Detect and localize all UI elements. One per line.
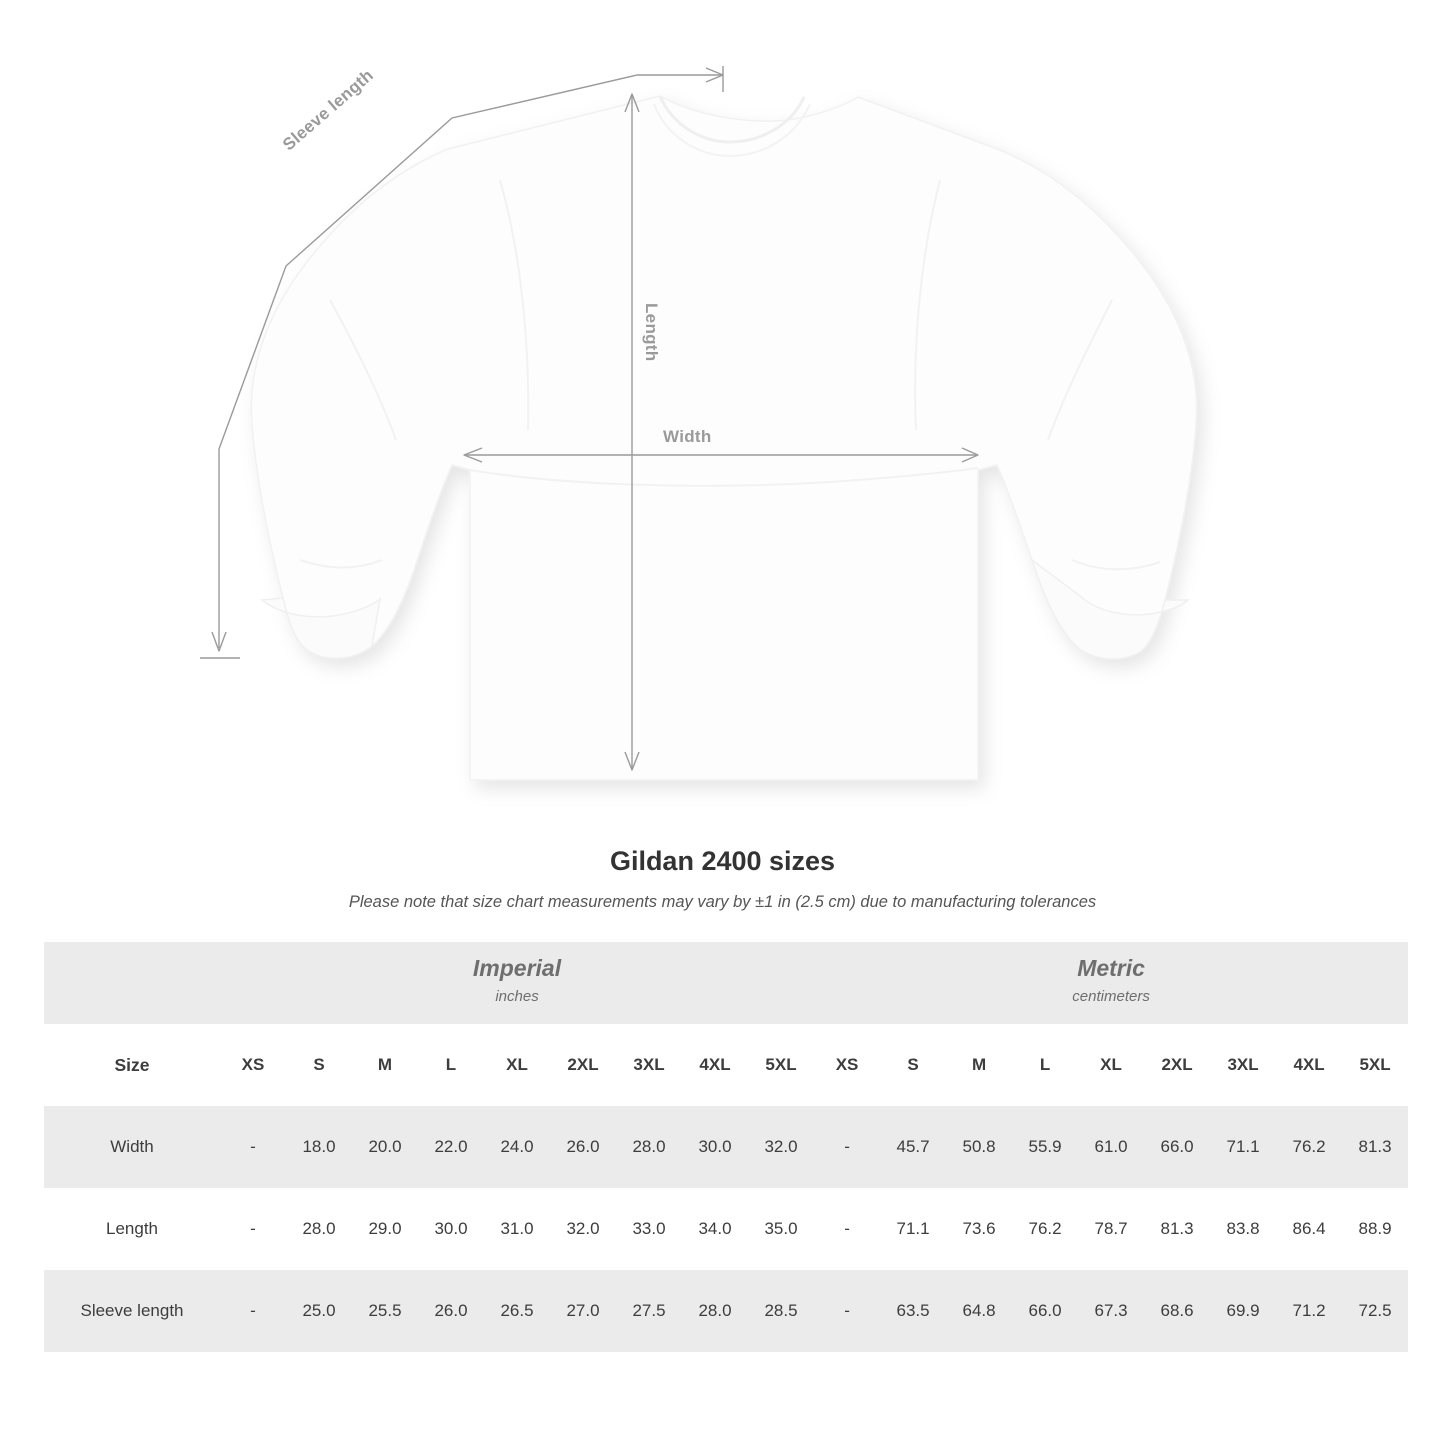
size-table-wrapper (44, 942, 1401, 1352)
table-row (44, 1188, 1408, 1270)
cell-width-imperial-xl: 24.0 (484, 1106, 550, 1188)
size-header-metric-2xl: 2XL (1144, 1024, 1210, 1106)
cell-sleeve-imperial-5xl: 28.5 (748, 1270, 814, 1352)
cell-length-imperial-4xl: 34.0 (682, 1188, 748, 1270)
cell-width-metric-3xl: 71.1 (1210, 1106, 1276, 1188)
cell-width-metric-4xl: 76.2 (1276, 1106, 1342, 1188)
size-header-imperial-xl: XL (484, 1024, 550, 1106)
cell-sleeve-metric-xl: 67.3 (1078, 1270, 1144, 1352)
cell-length-metric-l: 76.2 (1012, 1188, 1078, 1270)
cell-sleeve-metric-xs: - (814, 1270, 880, 1352)
size-header-imperial-4xl: 4XL (682, 1024, 748, 1106)
cell-width-metric-2xl: 66.0 (1144, 1106, 1210, 1188)
title-block (0, 846, 1445, 912)
cell-sleeve-metric-2xl: 68.6 (1144, 1270, 1210, 1352)
cell-width-imperial-l: 22.0 (418, 1106, 484, 1188)
size-column-header: Size (44, 1024, 220, 1106)
cell-width-metric-5xl: 81.3 (1342, 1106, 1408, 1188)
size-header-metric-5xl: 5XL (1342, 1024, 1408, 1106)
size-header-metric-xl: XL (1078, 1024, 1144, 1106)
row-label-length: Length (44, 1188, 220, 1270)
cell-width-imperial-s: 18.0 (286, 1106, 352, 1188)
imperial-unit-sub: inches (495, 987, 539, 1005)
cell-length-metric-s: 71.1 (880, 1188, 946, 1270)
cell-width-metric-m: 50.8 (946, 1106, 1012, 1188)
cell-width-metric-s: 45.7 (880, 1106, 946, 1188)
cell-length-imperial-s: 28.0 (286, 1188, 352, 1270)
cell-length-imperial-2xl: 32.0 (550, 1188, 616, 1270)
cell-length-metric-5xl: 88.9 (1342, 1188, 1408, 1270)
tolerance-note: Please note that size chart measurements may vary by ±1 in (2.5 cm) due to manufacturing tolerances (348, 893, 1097, 911)
cell-length-imperial-3xl: 33.0 (616, 1188, 682, 1270)
cell-width-metric-xl: 61.0 (1078, 1106, 1144, 1188)
cell-width-imperial-2xl: 26.0 (550, 1106, 616, 1188)
imperial-unit-name: Imperial (472, 954, 562, 981)
cell-width-imperial-4xl: 30.0 (682, 1106, 748, 1188)
cell-length-imperial-m: 29.0 (352, 1188, 418, 1270)
cell-length-imperial-xs: - (220, 1188, 286, 1270)
size-table (44, 942, 1408, 1352)
cell-length-metric-2xl: 81.3 (1144, 1188, 1210, 1270)
size-header-imperial-5xl: 5XL (748, 1024, 814, 1106)
size-header-imperial-s: S (286, 1024, 352, 1106)
cell-length-imperial-xl: 31.0 (484, 1188, 550, 1270)
cell-sleeve-imperial-m: 25.5 (352, 1270, 418, 1352)
row-label-width: Width (44, 1106, 220, 1188)
cell-sleeve-metric-l: 66.0 (1012, 1270, 1078, 1352)
unit-header-spacer (44, 942, 220, 1024)
imperial-unit-cell (220, 942, 814, 1024)
cell-width-imperial-5xl: 32.0 (748, 1106, 814, 1188)
metric-unit-sub: centimeters (1072, 987, 1150, 1005)
size-header-imperial-xs: XS (220, 1024, 286, 1106)
size-header-row (44, 1024, 1408, 1106)
cell-sleeve-metric-5xl: 72.5 (1342, 1270, 1408, 1352)
size-header-imperial-l: L (418, 1024, 484, 1106)
metric-unit-cell (814, 942, 1408, 1024)
cell-width-imperial-xs: - (220, 1106, 286, 1188)
cell-sleeve-imperial-xs: - (220, 1270, 286, 1352)
table-row (44, 1106, 1408, 1188)
cell-length-metric-xs: - (814, 1188, 880, 1270)
size-header-imperial-m: M (352, 1024, 418, 1106)
cell-sleeve-imperial-2xl: 27.0 (550, 1270, 616, 1352)
size-header-metric-4xl: 4XL (1276, 1024, 1342, 1106)
cell-sleeve-imperial-4xl: 28.0 (682, 1270, 748, 1352)
size-header-metric-xs: XS (814, 1024, 880, 1106)
cell-sleeve-metric-4xl: 71.2 (1276, 1270, 1342, 1352)
row-label-sleeve-length: Sleeve length (44, 1270, 220, 1352)
cell-sleeve-imperial-s: 25.0 (286, 1270, 352, 1352)
cell-width-imperial-3xl: 28.0 (616, 1106, 682, 1188)
cell-sleeve-metric-s: 63.5 (880, 1270, 946, 1352)
cell-width-metric-l: 55.9 (1012, 1106, 1078, 1188)
cell-sleeve-metric-3xl: 69.9 (1210, 1270, 1276, 1352)
cell-length-metric-xl: 78.7 (1078, 1188, 1144, 1270)
cell-length-imperial-l: 30.0 (418, 1188, 484, 1270)
size-header-imperial-2xl: 2XL (550, 1024, 616, 1106)
cell-sleeve-imperial-l: 26.0 (418, 1270, 484, 1352)
cell-length-imperial-5xl: 35.0 (748, 1188, 814, 1270)
size-header-metric-3xl: 3XL (1210, 1024, 1276, 1106)
size-header-metric-m: M (946, 1024, 1012, 1106)
cell-length-metric-m: 73.6 (946, 1188, 1012, 1270)
page-title: Gildan 2400 sizes (609, 846, 836, 876)
metric-unit-name: Metric (1077, 954, 1145, 981)
cell-width-metric-xs: - (814, 1106, 880, 1188)
table-row (44, 1270, 1408, 1352)
size-header-metric-s: S (880, 1024, 946, 1106)
cell-width-imperial-m: 20.0 (352, 1106, 418, 1188)
cell-sleeve-metric-m: 64.8 (946, 1270, 1012, 1352)
size-header-metric-l: L (1012, 1024, 1078, 1106)
width-label: Width (663, 427, 712, 446)
sleeve-length-label: Sleeve length (279, 65, 378, 155)
cell-length-metric-3xl: 83.8 (1210, 1188, 1276, 1270)
cell-length-metric-4xl: 86.4 (1276, 1188, 1342, 1270)
unit-header-row (44, 942, 1408, 1024)
cell-sleeve-imperial-3xl: 27.5 (616, 1270, 682, 1352)
cell-sleeve-imperial-xl: 26.5 (484, 1270, 550, 1352)
length-label: Length (642, 303, 661, 362)
size-header-imperial-3xl: 3XL (616, 1024, 682, 1106)
